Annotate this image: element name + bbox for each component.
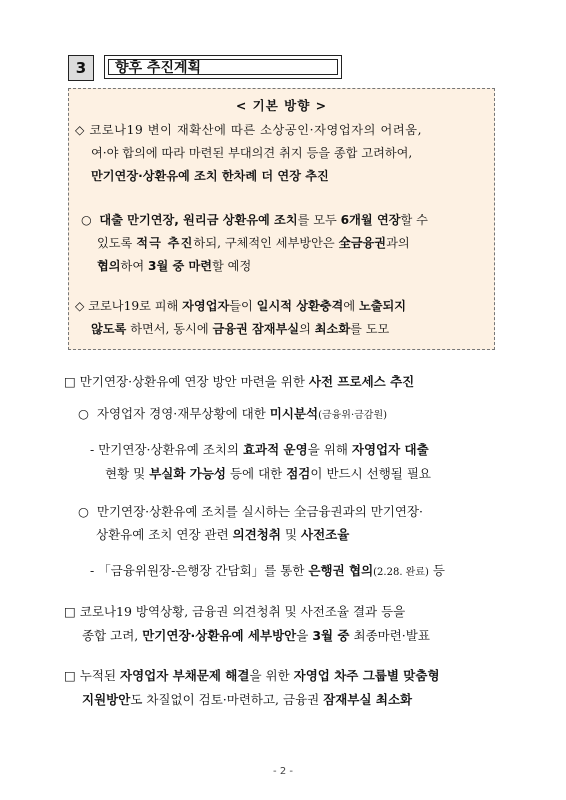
para-bank-meeting: - 「금융위원장-은행장 간담회」를 통한 은행권 협의(2.28. 완료) 등 — [90, 563, 445, 578]
para-opinion-hearing-line2: 상환유예 조치 연장 관련 의견청취 및 사전조율 — [96, 527, 350, 542]
circle-marker: ○ — [81, 213, 92, 227]
para-prior-process: □ 만기연장·상환유예 연장 방안 마련을 위한 사전 프로세스 추진 — [64, 374, 415, 389]
basic-direction-heading: < 기본 방향 > — [235, 98, 328, 113]
dash-marker: - — [90, 442, 95, 457]
para-opinion-hearing: ○ 만기연장·상환유예 조치를 실시하는 全금융권과의 만기연장· — [78, 504, 424, 519]
basic-item-2: ○ 대출 만기연장, 원리금 상환유예 조치를 모두 6개월 연장할 수 있도록 적극 추진하되, 구체적인 세부방안은 全금융권과의 협의하여 3월 중 마련할 예정 — [81, 213, 428, 273]
square-marker: □ — [64, 374, 76, 389]
basic-direction-box — [68, 88, 495, 350]
para-final-plan: □ 코로나19 방역상황, 금융권 의견청취 및 사전조율 결과 등을 — [64, 604, 406, 619]
circle-marker: ○ — [78, 406, 89, 421]
dash-marker: - — [90, 563, 95, 578]
para-debt-support: □ 누적된 자영업자 부채문제 해결을 위한 자영업 차주 그룹별 맞춤형 — [64, 668, 440, 683]
diamond-marker: ◇ — [75, 123, 85, 137]
diamond-marker: ◇ — [75, 299, 85, 313]
square-marker: □ — [64, 604, 76, 619]
para-final-plan-line2: 종합 고려, 만기연장·상환유예 세부방안을 3월 중 최종마련·발표 — [82, 628, 430, 643]
section-title: 향후 추진계획 — [104, 55, 342, 79]
para-micro-analysis: ○ 자영업자 경영·재무상황에 대한 미시분석(금융위·금감원) — [78, 406, 388, 421]
para-debt-support-line2: 지원방안도 차질없이 검토·마련하고, 금융권 잠재부실 최소화 — [82, 692, 413, 707]
circle-marker: ○ — [78, 504, 89, 519]
basic-item-3: ◇ 코로나19로 피해 자영업자들이 일시적 상환충격에 노출되지 않도록 하면서, 동시에 금융권 잠재부실의 최소화를 도모 — [75, 299, 407, 336]
square-marker: □ — [64, 668, 76, 683]
para-effective-operation: - 만기연장·상환유예 조치의 효과적 운영을 위해 자영업자 대출 — [90, 442, 429, 457]
basic-item-1: ◇ 코로나19 변이 재확산에 따른 소상공인·자영업자의 어려움, 여·야 합의에 따라 마련된 부대의견 취지 등을 종합 고려하여, 만기연장·상환유예 조치 한차례 더 연장 추진 — [75, 123, 423, 183]
para-effective-operation-line2: 현황 및 부실화 가능성 등에 대한 점검이 반드시 선행될 필요 — [105, 466, 431, 481]
page-number: - 2 - — [273, 766, 293, 777]
section-number: 3 — [68, 55, 94, 81]
